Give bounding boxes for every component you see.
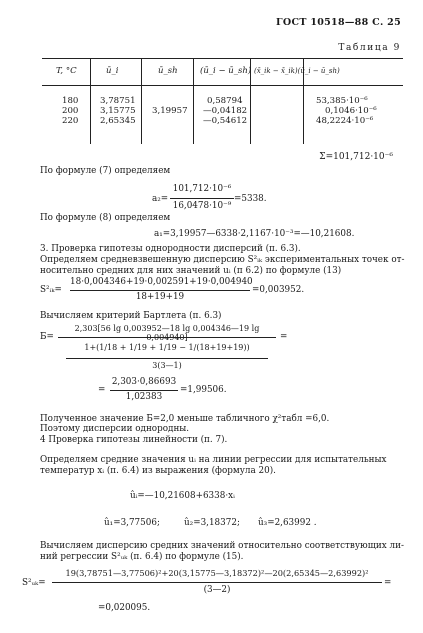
fraction-bar bbox=[110, 390, 178, 391]
text-line: Определяем средневзвешенную дисперсию S²ᵢₖ экспериментальных точек от- bbox=[40, 255, 405, 265]
text-line: По формуле (7) определяем bbox=[40, 166, 171, 176]
fraction-bar bbox=[58, 337, 276, 338]
text-line: Полученное значение Б=2,0 меньше табличного χ²табл =6,0. bbox=[40, 414, 330, 424]
formula-lhs: S²ᵢₖ= bbox=[40, 285, 62, 295]
text-line: Поэтому дисперсии однородны. bbox=[40, 424, 190, 434]
cell-ui: 2,65345 bbox=[100, 116, 136, 126]
table-caption: Таблица 9 bbox=[338, 43, 401, 53]
cell-ush: 3,19957 bbox=[152, 106, 188, 116]
text-line: температур xᵢ (п. 6.4) из выражения (формула 20). bbox=[40, 466, 276, 476]
equals-sign: = bbox=[280, 332, 288, 342]
formula-lhs: a₂= bbox=[152, 194, 169, 204]
fraction-bar bbox=[70, 290, 250, 291]
formula-line: û₁=3,77506; bbox=[104, 518, 160, 528]
col-header-ui: ū_i bbox=[106, 66, 119, 76]
col-header-ush: ū_sh bbox=[158, 66, 178, 76]
formula-line: a₁=3,19957—6338·2,1167·10⁻³=—10,21608. bbox=[154, 229, 355, 239]
equals-sign: = bbox=[384, 578, 392, 588]
cell-temp: 200 bbox=[62, 106, 79, 116]
formula-result: =5338. bbox=[234, 194, 267, 204]
text-line: 4 Проверка гипотезы линейности (п. 7). bbox=[40, 435, 228, 445]
formula-denominator: (3—2) bbox=[203, 585, 231, 595]
col-header-diff: (ū_i − ū_sh) bbox=[200, 66, 252, 76]
formula-numerator: 101,712·10⁻⁶ bbox=[172, 184, 232, 194]
fraction-bar bbox=[66, 358, 268, 359]
col-divider bbox=[193, 58, 194, 144]
formula-result: =1,99506. bbox=[180, 385, 227, 395]
table-top-rule bbox=[42, 58, 403, 59]
formula-line: ûᵢ=—10,21608+6338·xᵢ bbox=[130, 491, 235, 501]
col-divider bbox=[141, 58, 142, 144]
formula-numerator: 2,303[56 lg 0,003952—18 lg 0,004346—19 lg 0,004940] bbox=[74, 324, 260, 342]
formula-denominator: 1,02383 bbox=[125, 392, 163, 402]
formula-denominator: 1+(1/18 + 1/19 + 1/19 − 1/(18+19+19)) bbox=[84, 343, 250, 352]
cell-prod: 53,385·10⁻⁶ bbox=[316, 96, 368, 106]
cell-prod: 0,1046·10⁻⁶ bbox=[325, 106, 377, 116]
text-line: Определяем средние значения uᵢ на линии регрессии для испытательных bbox=[40, 455, 387, 465]
formula-numerator: 18·0,004346+19·0,002591+19·0,004940 bbox=[70, 277, 253, 287]
text-line: ний регрессии S²ᵤₖ (п. 6.4) по формуле (15). bbox=[40, 552, 244, 562]
text-line: Вычисляем дисперсию средних значений относительно соответствующих ли- bbox=[40, 541, 404, 551]
formula-line: û₃=2,63992 . bbox=[258, 518, 317, 528]
formula-numerator: 19(3,78751—3,77506)²+20(3,15775—3,18372)²—20(2,65345—2,63992)² bbox=[65, 568, 369, 578]
formula-denominator: 3(3—1) bbox=[152, 361, 182, 370]
formula-result: =0,020095. bbox=[98, 603, 151, 613]
text-line: Вычисляем критерий Бартлета (п. 6.3) bbox=[40, 311, 222, 321]
text-line: носительно средних для них значений uᵢ (п 6.2) по формуле (13) bbox=[40, 266, 342, 276]
cell-temp: 180 bbox=[62, 96, 79, 106]
fraction-bar bbox=[52, 582, 382, 583]
formula-denominator: 18+19+19 bbox=[135, 292, 185, 302]
cell-temp: 220 bbox=[62, 116, 79, 126]
cell-ui: 3,15775 bbox=[100, 106, 136, 116]
cell-diff: —0,04182 bbox=[203, 106, 248, 116]
formula-lhs: S²ᵤₖ= bbox=[22, 578, 46, 588]
col-divider bbox=[90, 58, 91, 144]
table-header-rule bbox=[42, 85, 403, 86]
formula-lhs: Б= bbox=[40, 332, 54, 342]
fraction-bar bbox=[170, 198, 234, 199]
page-header: ГОСТ 10518—88 С. 25 bbox=[276, 17, 401, 28]
col-header-temp: T, °C bbox=[56, 66, 77, 76]
formula-result: =0,003952. bbox=[252, 285, 305, 295]
formula-line: û₂=3,18372; bbox=[184, 518, 240, 528]
table-sum: Σ=101,712·10⁻⁶ bbox=[319, 152, 393, 162]
cell-diff: —0,54612 bbox=[203, 116, 248, 126]
cell-ui: 3,78751 bbox=[100, 96, 136, 106]
text-line: По формуле (8) определяем bbox=[40, 213, 171, 223]
equals-sign: = bbox=[98, 385, 106, 395]
text-line: 3. Проверка гипотезы однородности дисперсий (п. 6.3). bbox=[40, 244, 301, 254]
formula-denominator: 16,0478·10⁻⁹ bbox=[172, 201, 232, 211]
cell-diff: 0,58794 bbox=[207, 96, 243, 106]
cell-prod: 48,2224·10⁻⁶ bbox=[316, 116, 374, 126]
col-header-prod: (x̄_ik − x̄_ik)(ū_i − ū_sh) bbox=[254, 67, 340, 75]
formula-numerator: 2,303·0,86693 bbox=[111, 377, 177, 387]
